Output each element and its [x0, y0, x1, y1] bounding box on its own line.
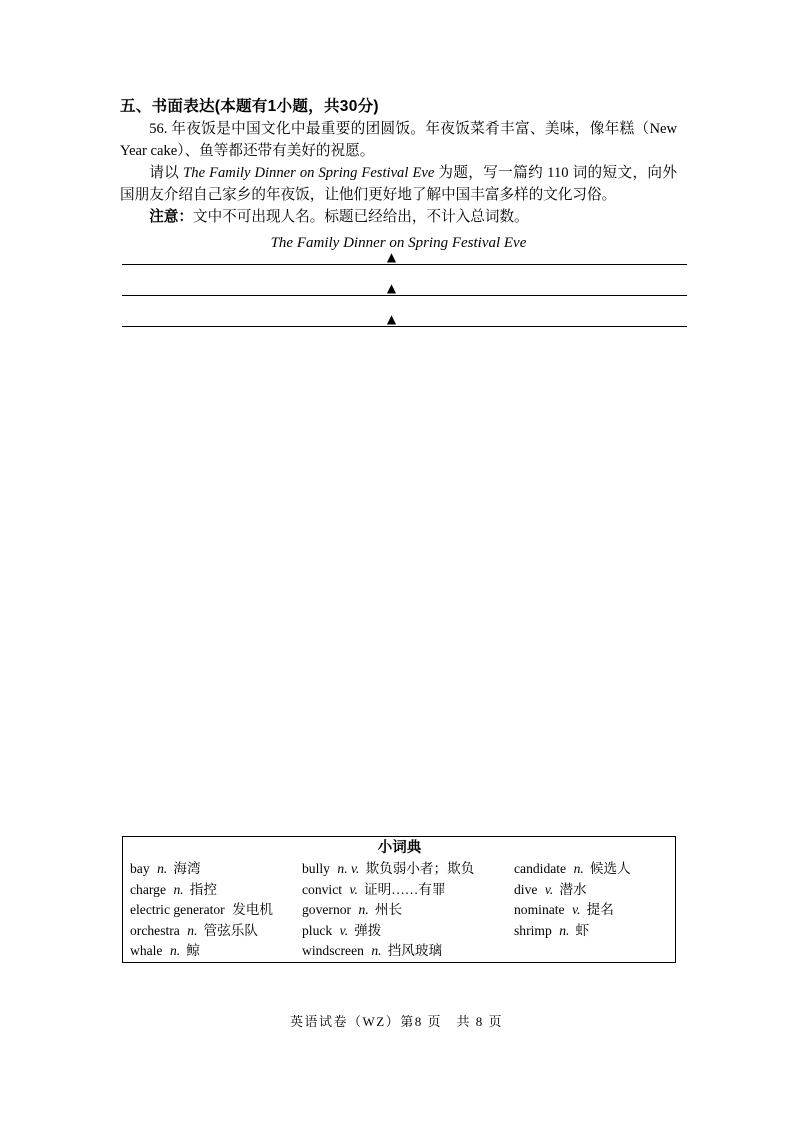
entry-meaning: 挡风玻璃	[387, 943, 443, 959]
answer-marker-icon: ▲	[386, 312, 397, 326]
dictionary-entry-governor	[302, 900, 514, 921]
entry-word: orchestra	[130, 922, 180, 938]
task-instruction	[120, 162, 677, 206]
entry-pos: n.	[371, 943, 382, 959]
dictionary-entry-pluck	[302, 921, 514, 942]
dictionary-entry-electric-generator	[130, 900, 302, 921]
answer-marker-icon: ▲	[386, 281, 397, 295]
essay-title: The Family Dinner on Spring Festival Eve	[270, 235, 527, 251]
entry-pos: v.	[339, 922, 349, 938]
entry-meaning: 提名	[586, 902, 614, 918]
dictionary-entry-dive	[514, 880, 669, 901]
entry-meaning: 候选人	[589, 861, 631, 876]
dictionary-entry-bully	[302, 859, 514, 880]
dictionary-row	[130, 941, 669, 962]
dictionary-row	[130, 921, 669, 942]
entry-word: bay	[130, 861, 150, 876]
entry-meaning: 虾	[575, 922, 590, 938]
page-footer: 英语试卷（WZ）第8 页 共 8 页	[290, 1014, 503, 1029]
entry-meaning: 海湾	[173, 861, 201, 876]
dictionary-row	[130, 880, 669, 901]
dictionary-entry-convict	[302, 880, 514, 901]
entry-meaning: 发电机	[232, 902, 273, 918]
task-title-inline: The Family Dinner on Spring Festival Eve	[183, 165, 435, 181]
answer-marker-icon: ▲	[386, 250, 397, 264]
dictionary-row	[130, 859, 669, 880]
section-heading: 五、书面表达(本题有1小题，共30分)	[120, 98, 379, 115]
entry-pos: n.	[173, 881, 184, 897]
entry-word: convict	[302, 881, 343, 897]
entry-pos: n.	[573, 861, 584, 876]
entry-pos: n.	[157, 861, 168, 876]
note-line	[120, 206, 677, 228]
dictionary-entry-windscreen	[302, 941, 514, 962]
dictionary-entry-bay	[130, 859, 302, 880]
dictionary-entry-candidate	[514, 859, 669, 880]
answer-line-3[interactable]	[122, 296, 687, 327]
entry-word: candidate	[514, 861, 567, 876]
entry-word: nominate	[514, 902, 565, 918]
entry-meaning: 指控	[189, 881, 217, 897]
task-instruction-post: 为题，写一篇约 110 词的短文，向外国朋友介绍自己家乡的年夜饭，让他们更好地了解中国丰富多样的文化习俗。	[120, 165, 678, 203]
entry-pos: n.	[559, 922, 570, 938]
entry-meaning: 管弦乐队	[203, 922, 258, 938]
entry-pos: v.	[544, 881, 554, 897]
note-label: 注意：	[149, 209, 193, 225]
entry-word: whale	[130, 943, 163, 959]
entry-meaning: 鲸	[186, 943, 200, 959]
entry-meaning: 潜水	[559, 881, 587, 897]
dictionary-entry-whale	[130, 941, 302, 962]
mini-dictionary	[122, 836, 676, 963]
dictionary-entry-empty	[514, 941, 669, 962]
entry-word: electric generator	[130, 902, 225, 918]
entry-pos: n.	[187, 922, 198, 938]
entry-meaning: 欺负弱小者；欺负	[365, 861, 475, 876]
dictionary-entry-charge	[130, 880, 302, 901]
entry-pos: v.	[349, 881, 358, 897]
dictionary-entry-nominate	[514, 900, 669, 921]
entry-meaning: 证明……有罪	[364, 881, 446, 897]
entry-meaning: 弹拨	[354, 922, 382, 938]
dictionary-entry-shrimp	[514, 921, 669, 942]
dictionary-row	[130, 900, 669, 921]
dictionary-entry-orchestra	[130, 921, 302, 942]
dictionary-title: 小词典	[377, 840, 422, 856]
entry-word: charge	[130, 881, 166, 897]
entry-pos: n. v.	[337, 861, 360, 876]
writing-section	[120, 95, 677, 255]
answer-lines	[122, 234, 687, 327]
note-text: 文中不可出现人名。标题已经给出，不计入总词数。	[192, 209, 529, 225]
answer-line-1[interactable]	[122, 234, 687, 265]
entry-pos: v.	[572, 902, 581, 918]
entry-word: shrimp	[514, 922, 552, 938]
entry-word: windscreen	[302, 943, 364, 959]
answer-line-2[interactable]	[122, 265, 687, 296]
entry-word: dive	[514, 881, 538, 897]
task-description: 56. 年夜饭是中国文化中最重要的团圆饭。年夜饭菜肴丰富、美味，像年糕（New Year cake）、鱼等都还带有美好的祝愿。	[120, 121, 677, 159]
entry-word: bully	[302, 861, 330, 876]
entry-meaning: 州长	[374, 902, 403, 918]
entry-word: governor	[302, 902, 352, 918]
task-instruction-pre: 请以	[149, 165, 184, 181]
entry-pos: n.	[358, 902, 369, 918]
entry-word: pluck	[302, 922, 333, 938]
entry-pos: n.	[169, 943, 181, 959]
